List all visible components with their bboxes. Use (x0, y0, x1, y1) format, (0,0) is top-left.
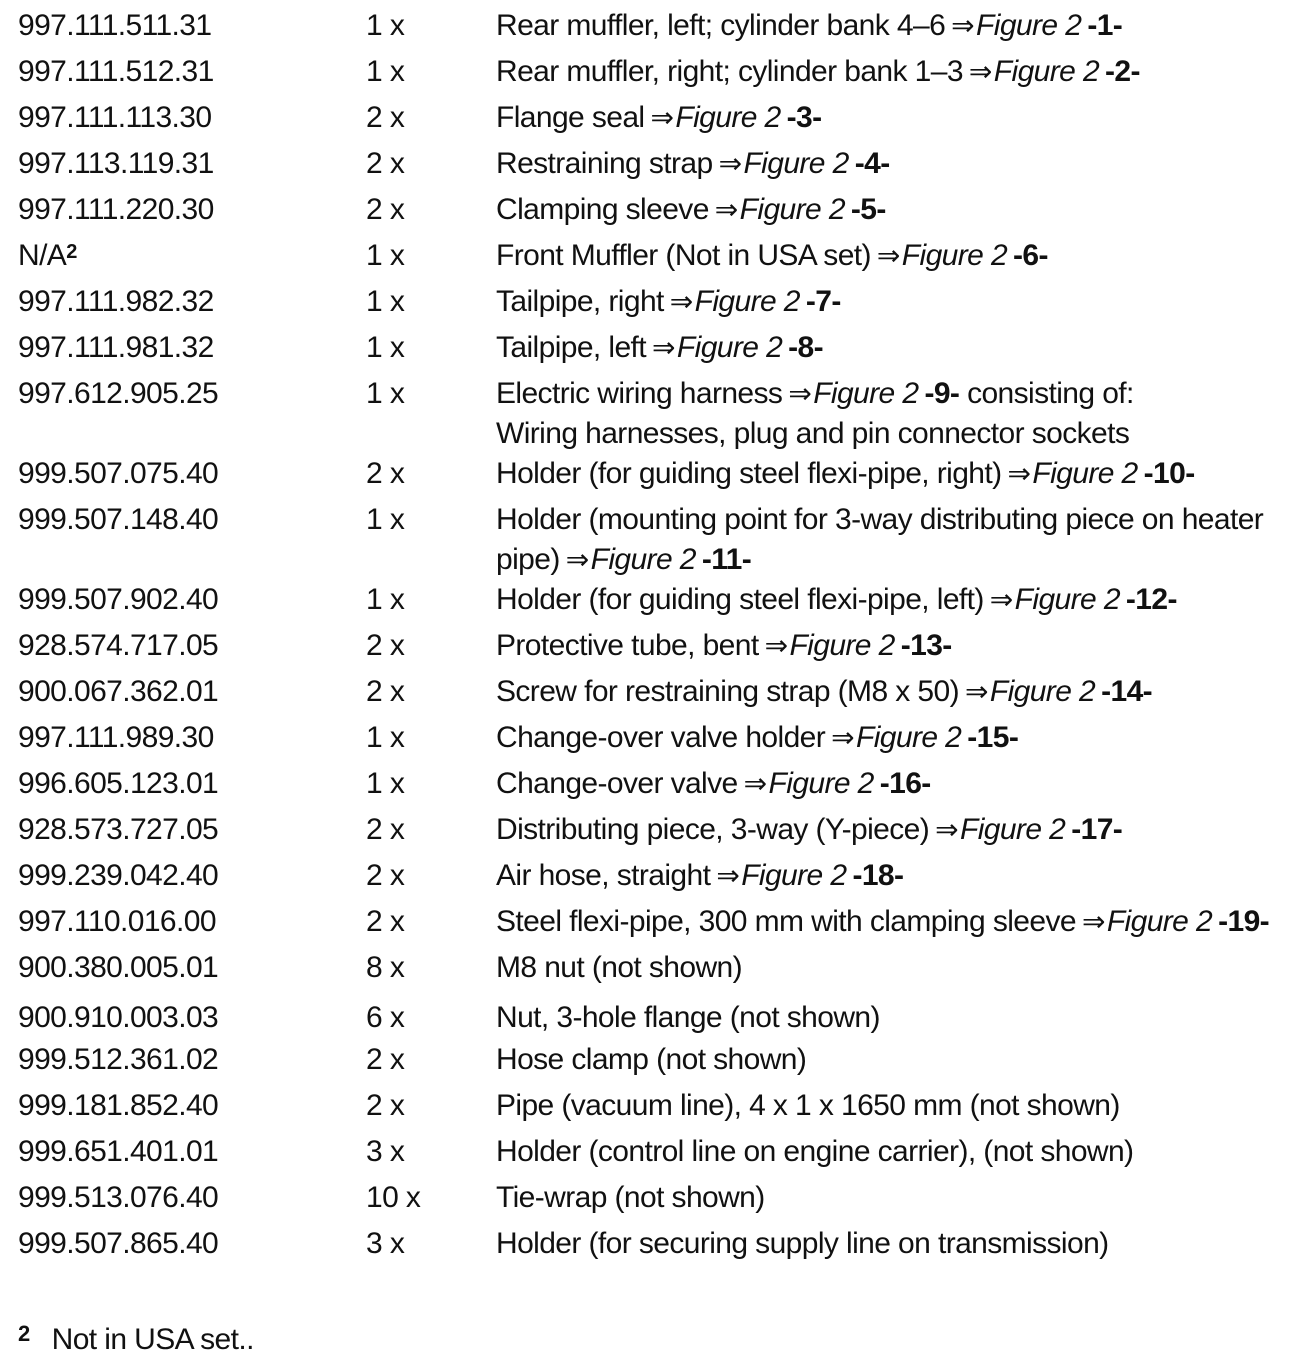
description: Rear muffler, right; cylinder bank 1–3 (496, 55, 963, 88)
arrow-icon: ⇒ (764, 630, 788, 661)
description-cell (496, 672, 1296, 718)
figure-ref: Figure 2 (901, 239, 1008, 272)
description-cell (496, 948, 1296, 994)
quantity-cell (366, 626, 496, 672)
quantity-cell (366, 672, 496, 718)
part-number-cell (18, 994, 366, 1040)
description-cell (496, 856, 1296, 902)
table-row (18, 764, 1296, 810)
part-number: 900.380.005.01 (18, 951, 219, 984)
description: Air hose, straight (496, 859, 711, 892)
quantity: 2 x (366, 859, 405, 892)
parts-table-body (18, 6, 1296, 1270)
figure-callout: -2- (1105, 55, 1140, 88)
quantity-cell (366, 856, 496, 902)
table-row (18, 236, 1296, 282)
table-row (18, 856, 1296, 902)
figure-callout: -5- (850, 193, 886, 226)
quantity-cell (366, 580, 496, 626)
figure-ref: Figure 2 (1032, 457, 1138, 490)
description-cell (496, 718, 1296, 764)
table-row (18, 902, 1296, 948)
arrow-icon: ⇒ (935, 814, 958, 845)
part-number: 997.111.982.32 (18, 285, 214, 318)
quantity-cell (366, 282, 496, 328)
quantity: 1 x (366, 9, 405, 42)
part-number-cell (18, 1178, 366, 1224)
figure-ref: Figure 2 (959, 813, 1066, 846)
part-number: 996.605.123.01 (18, 767, 219, 800)
description: Screw for restraining strap (M8 x 50) (496, 675, 959, 708)
table-row (18, 1224, 1296, 1270)
description: Rear muffler, left; cylinder bank 4–6 (496, 9, 946, 42)
quantity-cell (366, 144, 496, 190)
figure-ref: Figure 2 (1014, 583, 1120, 616)
description-cell (496, 144, 1296, 190)
description-cell (496, 1224, 1296, 1270)
quantity-cell (366, 1040, 496, 1086)
quantity: 2 x (366, 1089, 405, 1122)
description: Holder (mounting point for 3-way distributing piece on heater (496, 503, 1264, 536)
figure-ref: Figure 2 (993, 55, 1100, 88)
part-number-cell (18, 1132, 366, 1178)
arrow-icon: ⇒ (1007, 458, 1031, 489)
part-number-cell (18, 810, 366, 856)
table-row (18, 1040, 1296, 1086)
description: Clamping sleeve (496, 193, 709, 226)
quantity-cell (366, 236, 496, 282)
part-number-cell (18, 672, 366, 718)
quantity-cell (366, 764, 496, 810)
description-cell (496, 328, 1296, 374)
quantity: 2 x (366, 193, 405, 226)
description: Front Muffler (Not in USA set) (496, 239, 871, 272)
quantity-cell (366, 6, 496, 52)
quantity-cell (366, 948, 496, 994)
part-number: 900.910.003.03 (18, 1001, 219, 1034)
part-number: 997.111.989.30 (18, 721, 214, 754)
description-line2: Wiring harnesses, plug and pin connector sockets (496, 417, 1130, 450)
part-number-cell (18, 454, 366, 500)
quantity: 3 x (366, 1227, 405, 1260)
description-cell (496, 236, 1296, 282)
table-row (18, 500, 1296, 580)
part-number: 999.507.148.40 (18, 503, 219, 536)
quantity: 2 x (366, 905, 405, 938)
figure-ref: Figure 2 (813, 377, 919, 410)
figure-callout: -14- (1101, 675, 1153, 708)
footnote-mark: 2 (18, 1321, 30, 1346)
figure-ref: Figure 2 (676, 331, 783, 364)
arrow-icon: ⇒ (565, 544, 589, 575)
description: Flange seal (496, 101, 645, 134)
figure-ref: Figure 2 (675, 101, 781, 134)
footnote-superscript: 2 (66, 241, 77, 263)
quantity: 2 x (366, 101, 405, 134)
figure-callout: -16- (879, 767, 931, 800)
footnote-text: Not in USA set.. (51, 1323, 254, 1356)
arrow-icon: ⇒ (951, 10, 975, 41)
part-number-cell (18, 98, 366, 144)
description: M8 nut (not shown) (496, 951, 742, 984)
description-cell (496, 500, 1296, 580)
footnote (18, 1318, 254, 1362)
quantity: 10 x (366, 1181, 421, 1214)
description: Electric wiring harness (496, 377, 783, 410)
part-number-cell (18, 500, 366, 580)
table-row (18, 948, 1296, 994)
description: Steel flexi-pipe, 300 mm with clamping sleeve (496, 905, 1076, 938)
quantity-cell (366, 454, 496, 500)
part-number: 928.574.717.05 (18, 629, 219, 662)
figure-callout: -8- (788, 331, 824, 364)
figure-callout: -9- (924, 377, 960, 410)
arrow-icon: ⇒ (743, 768, 767, 799)
description-cell (496, 902, 1296, 948)
part-number: 900.067.362.01 (18, 675, 219, 708)
part-number-cell (18, 236, 366, 282)
arrow-icon: ⇒ (652, 332, 675, 363)
figure-callout: -18- (852, 859, 904, 892)
arrow-icon: ⇒ (1081, 906, 1105, 937)
description-cell (496, 1086, 1296, 1132)
part-number-cell (18, 764, 366, 810)
quantity: 2 x (366, 629, 405, 662)
part-number: 999.507.902.40 (18, 583, 219, 616)
part-number-cell (18, 1040, 366, 1086)
table-row (18, 1132, 1296, 1178)
table-row (18, 454, 1296, 500)
description: Change-over valve holder (496, 721, 826, 754)
description-cell (496, 98, 1296, 144)
part-number-cell (18, 1086, 366, 1132)
description-cell (496, 626, 1296, 672)
quantity: 2 x (366, 675, 405, 708)
description: Nut, 3-hole flange (not shown) (496, 1001, 880, 1034)
quantity-cell (366, 718, 496, 764)
part-number-cell (18, 190, 366, 236)
quantity: 2 x (366, 147, 405, 180)
arrow-icon: ⇒ (714, 194, 738, 225)
part-number-cell (18, 948, 366, 994)
description: Tie-wrap (not shown) (496, 1181, 765, 1214)
description: Change-over valve (496, 767, 738, 800)
quantity: 1 x (366, 331, 405, 364)
description: Holder (control line on engine carrier), (not shown) (496, 1135, 1134, 1168)
arrow-icon: ⇒ (831, 722, 855, 753)
table-row (18, 810, 1296, 856)
quantity: 2 x (366, 1043, 405, 1076)
quantity-cell (366, 1132, 496, 1178)
table-row (18, 626, 1296, 672)
arrow-icon: ⇒ (964, 676, 988, 707)
part-number: 928.573.727.05 (18, 813, 219, 846)
figure-ref: Figure 2 (743, 147, 849, 180)
description: Holder (for securing supply line on transmission) (496, 1227, 1109, 1260)
figure-ref: Figure 2 (590, 543, 696, 576)
figure-ref: Figure 2 (768, 767, 874, 800)
table-row (18, 1178, 1296, 1224)
description-cell (496, 282, 1296, 328)
part-number-cell (18, 6, 366, 52)
description-cell (496, 810, 1296, 856)
arrow-icon: ⇒ (716, 860, 740, 891)
quantity: 2 x (366, 813, 405, 846)
part-number: 999.651.401.01 (18, 1135, 219, 1168)
description-cell (496, 52, 1296, 98)
quantity-cell (366, 810, 496, 856)
table-row (18, 282, 1296, 328)
table-row (18, 718, 1296, 764)
figure-ref: Figure 2 (789, 629, 895, 662)
table-row (18, 328, 1296, 374)
quantity-cell (366, 902, 496, 948)
part-number-cell (18, 856, 366, 902)
description-cell (496, 454, 1296, 500)
figure-callout: -10- (1143, 457, 1195, 490)
quantity: 1 x (366, 285, 405, 318)
part-number: 997.111.981.32 (18, 331, 214, 364)
figure-callout: -4- (854, 147, 890, 180)
figure-callout: -3- (786, 101, 822, 134)
part-number-cell (18, 328, 366, 374)
description: Pipe (vacuum line), 4 x 1 x 1650 mm (not shown) (496, 1089, 1120, 1122)
part-number-cell (18, 902, 366, 948)
part-number: 997.111.220.30 (18, 193, 214, 226)
quantity: 1 x (366, 239, 405, 272)
description-cell (496, 6, 1296, 52)
quantity-cell (366, 994, 496, 1040)
figure-callout: -17- (1071, 813, 1123, 846)
figure-ref: Figure 2 (856, 721, 962, 754)
part-number-cell (18, 626, 366, 672)
part-number: 999.239.042.40 (18, 859, 219, 892)
figure-callout: -13- (900, 629, 952, 662)
quantity: 6 x (366, 1001, 405, 1034)
part-number: 999.181.852.40 (18, 1089, 219, 1122)
description-line2: pipe) (496, 543, 560, 576)
quantity-cell (366, 1224, 496, 1270)
quantity-cell (366, 1086, 496, 1132)
table-row (18, 190, 1296, 236)
table-row (18, 98, 1296, 144)
quantity: 3 x (366, 1135, 405, 1168)
description-cell (496, 764, 1296, 810)
quantity-cell (366, 52, 496, 98)
quantity-cell (366, 500, 496, 580)
figure-callout: -6- (1013, 239, 1048, 272)
description: Tailpipe, right (496, 285, 664, 318)
description: Restraining strap (496, 147, 713, 180)
description-cell (496, 1132, 1296, 1178)
part-number: 999.507.075.40 (18, 457, 219, 490)
part-number: N/A (18, 239, 67, 272)
part-number-cell (18, 374, 366, 454)
part-number: 997.111.512.31 (18, 55, 214, 88)
quantity: 1 x (366, 767, 405, 800)
description: Holder (for guiding steel flexi-pipe, left) (496, 583, 984, 616)
part-number: 997.111.113.30 (18, 101, 212, 134)
part-number-cell (18, 282, 366, 328)
parts-table (18, 6, 1296, 1270)
table-row (18, 580, 1296, 626)
part-number: 997.113.119.31 (18, 147, 214, 180)
arrow-icon: ⇒ (876, 240, 900, 271)
part-number-cell (18, 718, 366, 764)
part-number-cell (18, 1224, 366, 1270)
arrow-icon: ⇒ (669, 286, 693, 317)
description-cell (496, 1178, 1296, 1224)
description-cell (496, 994, 1296, 1040)
part-number: 997.110.016.00 (18, 905, 216, 938)
description: Hose clamp (not shown) (496, 1043, 807, 1076)
description-cell (496, 1040, 1296, 1086)
description: Distributing piece, 3-way (Y-piece) (496, 813, 930, 846)
arrow-icon: ⇒ (989, 584, 1013, 615)
part-number: 997.612.905.25 (18, 377, 219, 410)
table-row (18, 374, 1296, 454)
quantity: 8 x (366, 951, 405, 984)
table-row (18, 994, 1296, 1040)
table-row (18, 672, 1296, 718)
arrow-icon: ⇒ (788, 378, 812, 409)
part-number: 997.111.511.31 (18, 9, 212, 42)
part-number-cell (18, 144, 366, 190)
figure-callout: -12- (1125, 583, 1177, 616)
arrow-icon: ⇒ (718, 148, 742, 179)
description-cell (496, 190, 1296, 236)
quantity: 2 x (366, 457, 405, 490)
table-row (18, 1086, 1296, 1132)
description-cell (496, 580, 1296, 626)
quantity: 1 x (366, 583, 405, 616)
quantity-cell (366, 98, 496, 144)
figure-ref: Figure 2 (739, 193, 845, 226)
quantity: 1 x (366, 503, 405, 536)
part-number-cell (18, 580, 366, 626)
part-number: 999.513.076.40 (18, 1181, 219, 1214)
figure-callout: -7- (805, 285, 841, 318)
figure-callout: -15- (967, 721, 1019, 754)
quantity: 1 x (366, 377, 405, 410)
table-row (18, 52, 1296, 98)
quantity: 1 x (366, 721, 405, 754)
quantity-cell (366, 190, 496, 236)
figure-ref: Figure 2 (989, 675, 1096, 708)
figure-ref: Figure 2 (741, 859, 847, 892)
quantity-cell (366, 328, 496, 374)
figure-callout: -1- (1087, 9, 1123, 42)
figure-callout: -19- (1218, 905, 1270, 938)
part-number: 999.507.865.40 (18, 1227, 219, 1260)
figure-ref: Figure 2 (976, 9, 1082, 42)
description-cell (496, 374, 1296, 454)
description: Protective tube, bent (496, 629, 759, 662)
quantity-cell (366, 1178, 496, 1224)
figure-ref: Figure 2 (694, 285, 800, 318)
arrow-icon: ⇒ (968, 56, 992, 87)
arrow-icon: ⇒ (650, 102, 674, 133)
figure-callout: -11- (701, 543, 752, 576)
table-row (18, 6, 1296, 52)
figure-ref: Figure 2 (1106, 905, 1213, 938)
table-row (18, 144, 1296, 190)
description: Holder (for guiding steel flexi-pipe, right) (496, 457, 1002, 490)
part-number-cell (18, 52, 366, 98)
description-suffix: consisting of: (959, 377, 1134, 410)
description: Tailpipe, left (496, 331, 647, 364)
part-number: 999.512.361.02 (18, 1043, 219, 1076)
quantity-cell (366, 374, 496, 454)
quantity: 1 x (366, 55, 405, 88)
